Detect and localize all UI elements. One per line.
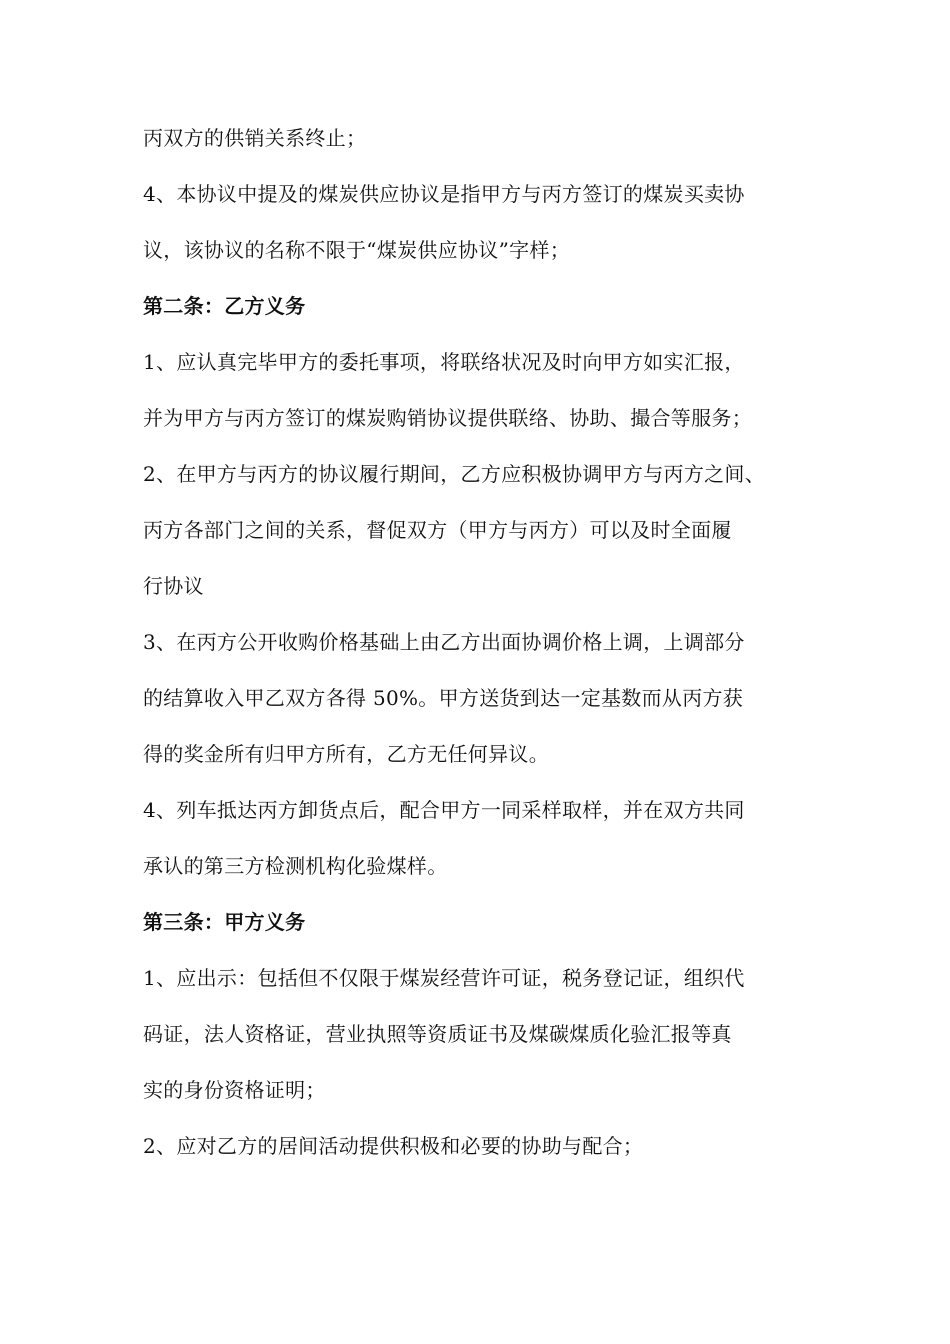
text-line: 4、列车抵达丙方卸货点后，配合甲方一同采样取样，并在双方共同 bbox=[143, 798, 745, 822]
text-line: 并为甲方与丙方签订的煤炭购销协议提供联络、协助、撮合等服务； bbox=[143, 406, 752, 430]
text-line: 承认的第三方检测机构化验煤样。 bbox=[143, 854, 448, 878]
text-line: 得的奖金所有归甲方所有，乙方无任何异议。 bbox=[143, 742, 549, 766]
text-line: 3、在丙方公开收购价格基础上由乙方出面协调价格上调，上调部分 bbox=[143, 630, 745, 654]
text-line: 2、在甲方与丙方的协议履行期间，乙方应积极协调甲方与丙方之间、 bbox=[143, 462, 766, 486]
text-line: 实的身份资格证明； bbox=[143, 1078, 326, 1102]
text-line: 4、本协议中提及的煤炭供应协议是指甲方与丙方签订的煤炭买卖协 bbox=[143, 182, 745, 206]
text-line: 码证，法人资格证，营业执照等资质证书及煤碳煤质化验汇报等真 bbox=[143, 1022, 732, 1046]
text-line: 议，该协议的名称不限于“煤炭供应协议”字样； bbox=[143, 238, 571, 262]
text-line: 1、应出示：包括但不仅限于煤炭经营许可证，税务登记证，组织代 bbox=[143, 966, 745, 990]
text-line: 行协议 bbox=[143, 574, 204, 598]
text-line: 丙双方的供销关系终止； bbox=[143, 126, 367, 150]
section-heading-3: 第三条：甲方义务 bbox=[143, 910, 306, 934]
text-line: 2、应对乙方的居间活动提供积极和必要的协助与配合； bbox=[143, 1134, 644, 1158]
section-heading-2: 第二条：乙方义务 bbox=[143, 294, 306, 318]
text-line: 丙方各部门之间的关系，督促双方（甲方与丙方）可以及时全面履 bbox=[143, 518, 732, 542]
text-line: 1、应认真完毕甲方的委托事项，将联络状况及时向甲方如实汇报， bbox=[143, 350, 745, 374]
text-line: 的结算收入甲乙双方各得 50%。甲方送货到达一定基数而从丙方获 bbox=[143, 686, 744, 710]
